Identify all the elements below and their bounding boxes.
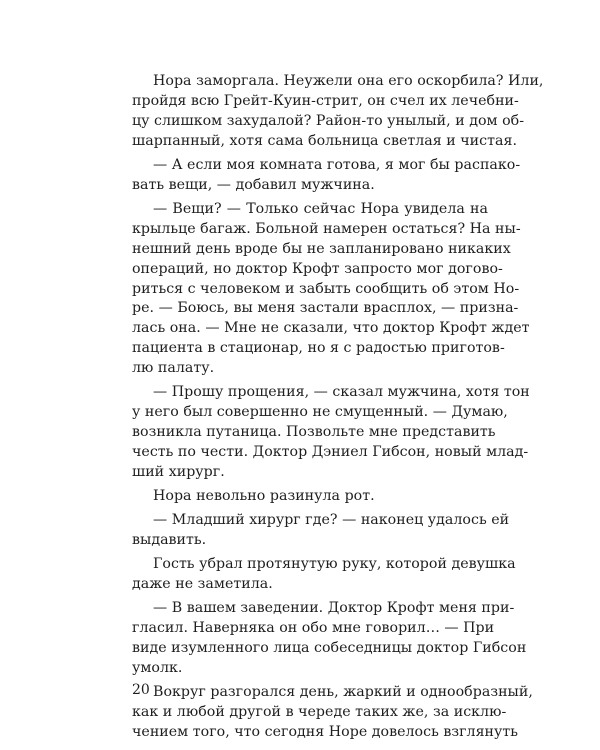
page-number: 20 — [132, 682, 150, 698]
text-line: Вокруг разгорался день, жаркий и однообразный, — [153, 684, 533, 701]
text-line: нешний день вроде бы не запланировано никаких — [132, 240, 511, 257]
text-line: Гость убрал протянутую руку, которой девушка — [153, 556, 516, 573]
text-line: Нора невольно разинула рот. — [153, 488, 375, 504]
text-line: лю палату. — [132, 360, 215, 377]
text-line: — Прошу прощения, — сказал мужчина, хотя тон — [153, 384, 530, 401]
text-line: шарпанный, хотя сама больница светлая и чистая. — [132, 132, 517, 149]
text-line: пациента в стационар, но я с радостью приготов- — [132, 340, 505, 357]
text-line: выдавить. — [132, 532, 207, 549]
text-line: — В вашем заведении. Доктор Крофт меня при- — [153, 600, 515, 617]
text-line: — А если моя комната готова, я мог бы распако- — [153, 156, 521, 173]
text-line: лась она. — Мне не сказали, что доктор Крофт ждет — [132, 320, 530, 337]
text-line: умолк. — [132, 660, 183, 677]
text-line: возникла путаница. Позвольте мне представить — [132, 424, 496, 441]
text-line: крыльце багаж. Больной намерен остаться? На ны- — [132, 220, 521, 237]
text-line: чением того, что сегодня Норе довелось взглянуть — [132, 723, 519, 740]
text-line: — Вещи? — Только сейчас Нора увидела на — [153, 200, 488, 217]
text-line: даже не заметила. — [132, 576, 273, 593]
text-line: гласил. Наверняка он обо мне говорил… — При — [132, 620, 495, 637]
text-line: виде изумленного лица собеседницы доктор Гибсон — [132, 640, 527, 657]
text-line: как и любой другой в череде таких же, за исклю- — [132, 704, 507, 721]
text-line: вать вещи, — добавил мужчина. — [132, 176, 375, 193]
text-line: честь по чести. Доктор Дэниел Гибсон, новый млад- — [132, 443, 529, 460]
text-line: операций, но доктор Крофт запросто мог догово- — [132, 260, 503, 277]
text-line: у него был совершенно не смущенный. — Думаю, — [132, 404, 508, 421]
text-line: ший хирург. — [132, 463, 225, 480]
text-line: Нора заморгала. Неужели она его оскорбила? Или, — [153, 73, 544, 89]
text-line: цу слишком захудалой? Район-то унылый, и дом об- — [132, 112, 525, 129]
body-text — [132, 72, 544, 743]
text-line: пройдя всю Грейт-Куин-стрит, он счел их лечебни- — [132, 92, 519, 109]
text-line: ре. — Боюсь, вы меня застали врасплох, — призна- — [132, 300, 519, 317]
text-line: — Младший хирург где? — наконец удалось ей — [153, 512, 510, 529]
text-line: риться с человеком и забыть сообщить об этом Но- — [132, 280, 520, 297]
